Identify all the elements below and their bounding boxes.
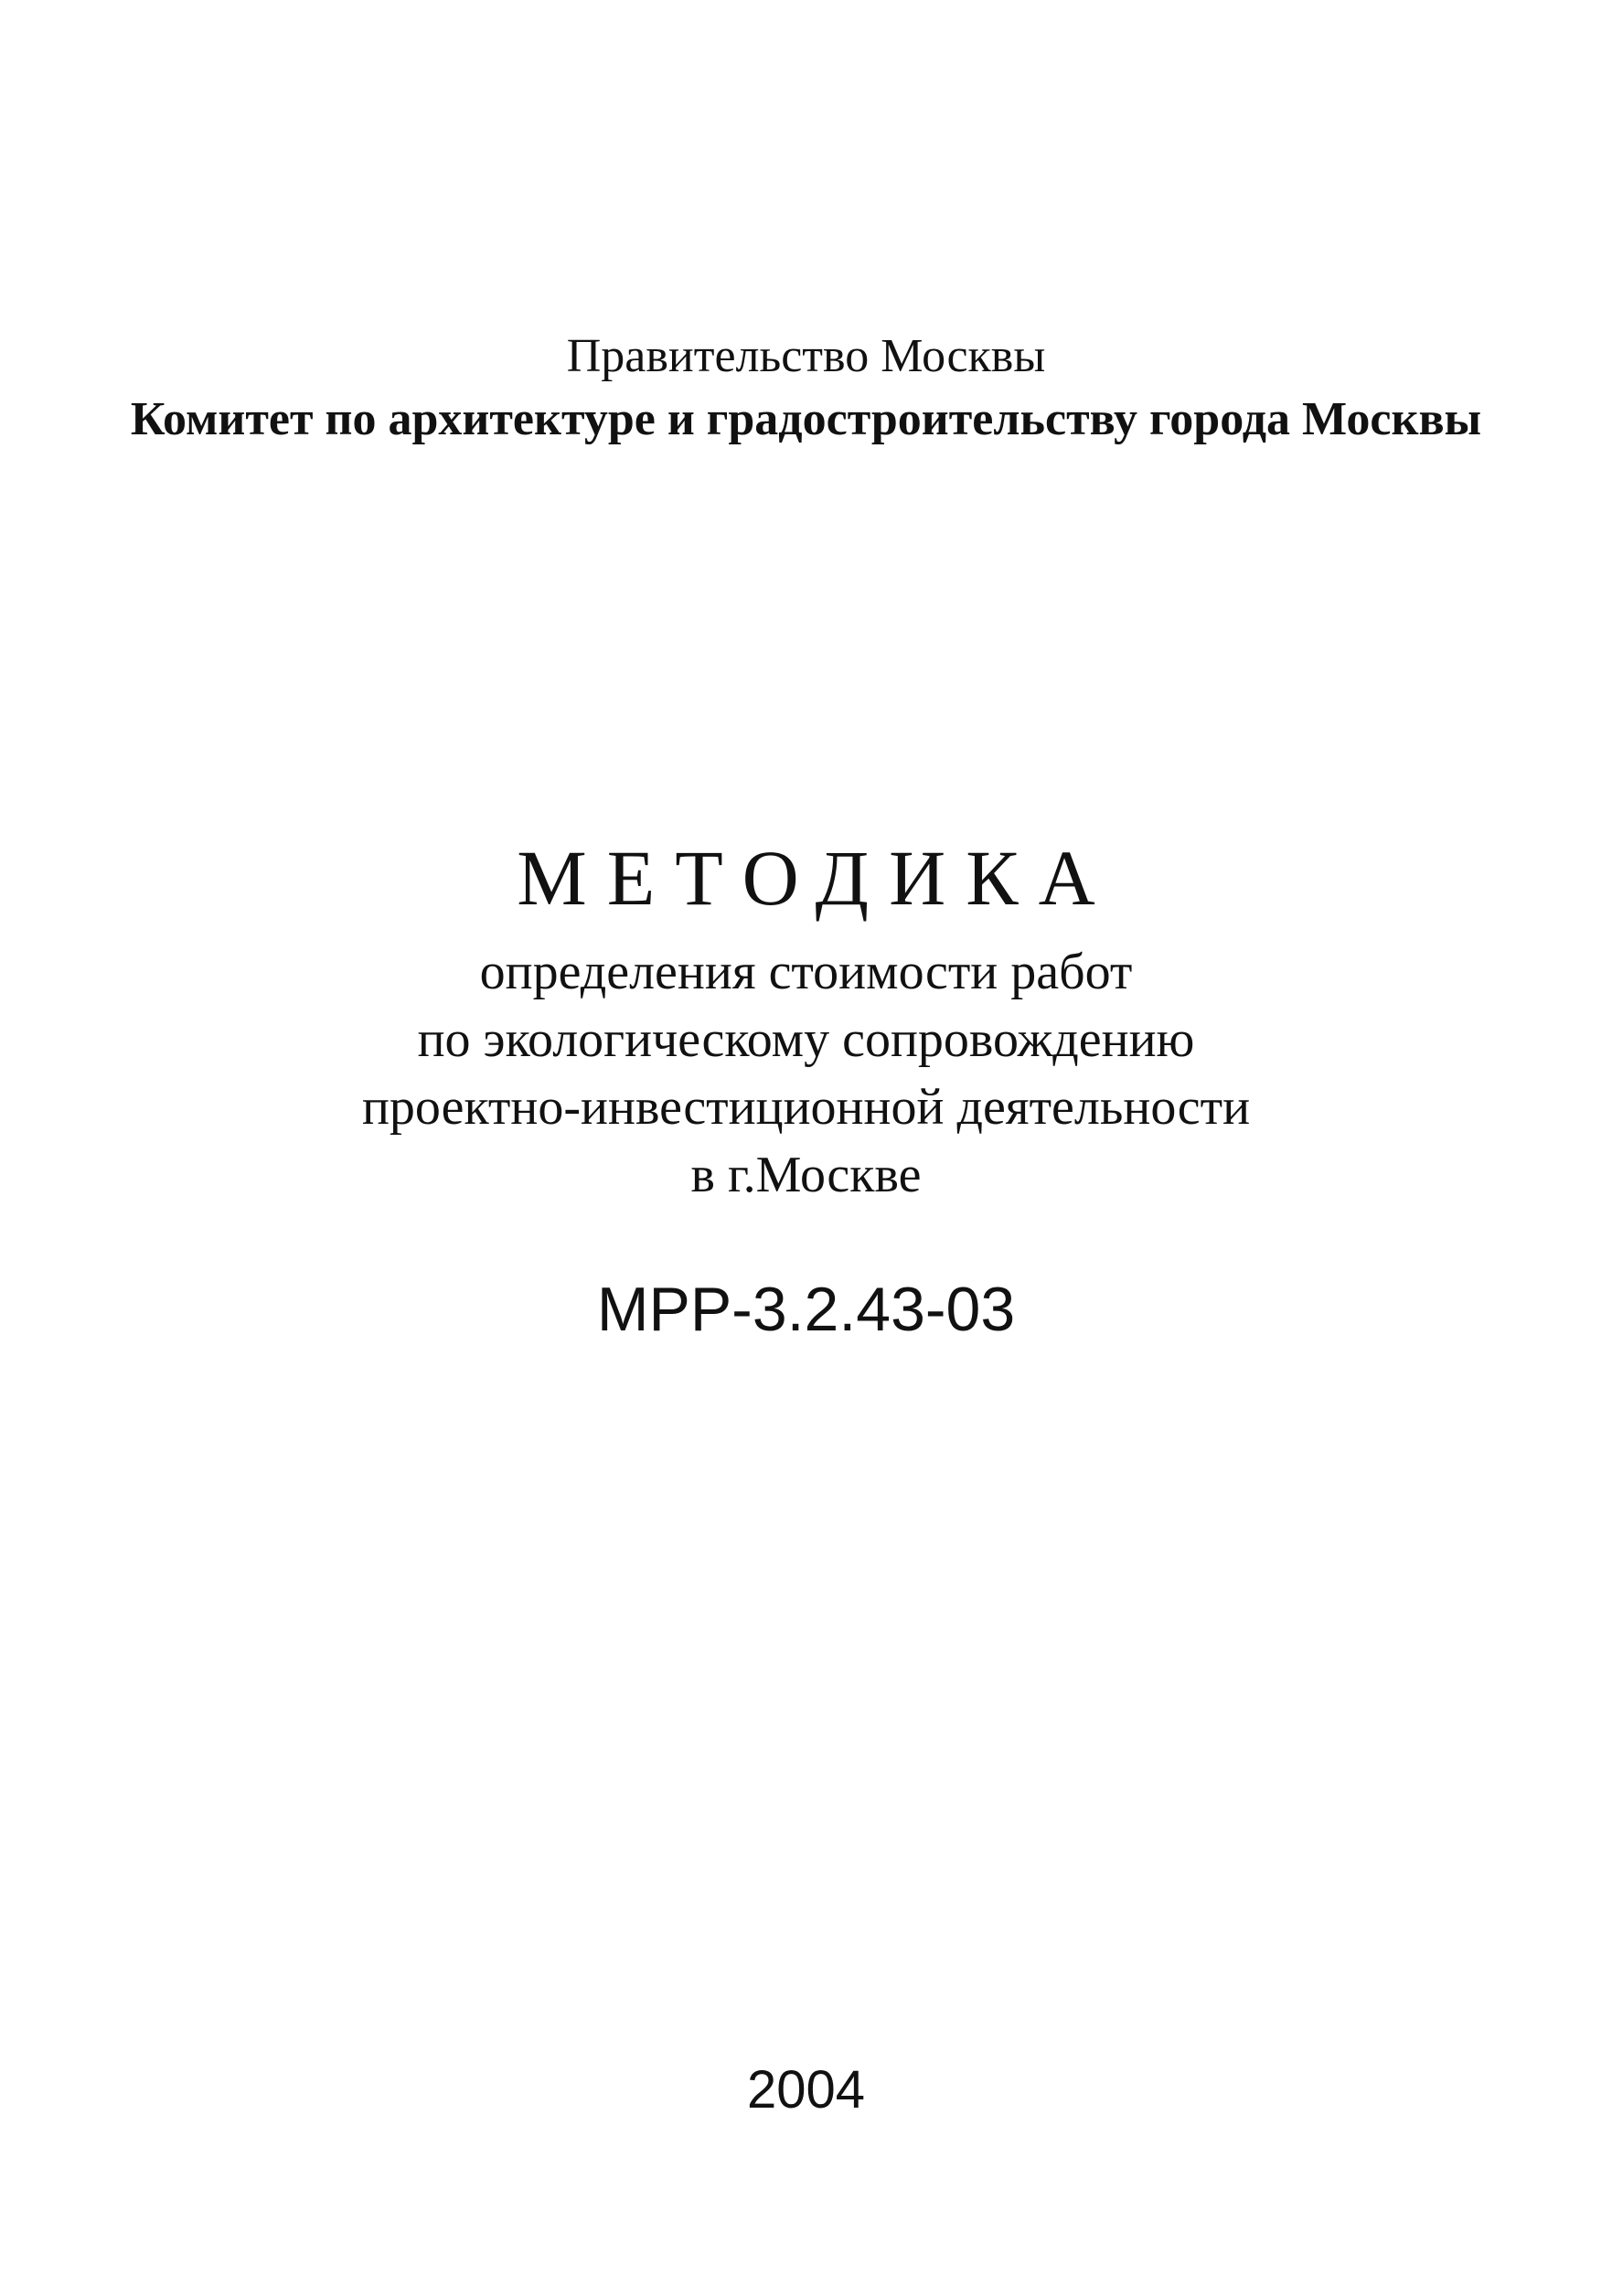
publication-year: 2004 — [746, 2060, 866, 2120]
government-name: Правительство Москвы — [566, 330, 1046, 382]
subtitle-line: определения стоимости работ — [479, 944, 1133, 1000]
committee-name: Комитет по архитектуре и градостроительству города Москвы — [130, 393, 1482, 445]
subtitle-line: по экологическому сопровождению — [417, 1011, 1195, 1068]
subtitle-line: проектно-инвестиционной деятельности — [361, 1079, 1251, 1136]
document-code: МРР-3.2.43-03 — [596, 1275, 1016, 1344]
document-title: МЕТОДИКА — [517, 834, 1116, 922]
subtitle-line: в г.Москве — [690, 1147, 922, 1203]
